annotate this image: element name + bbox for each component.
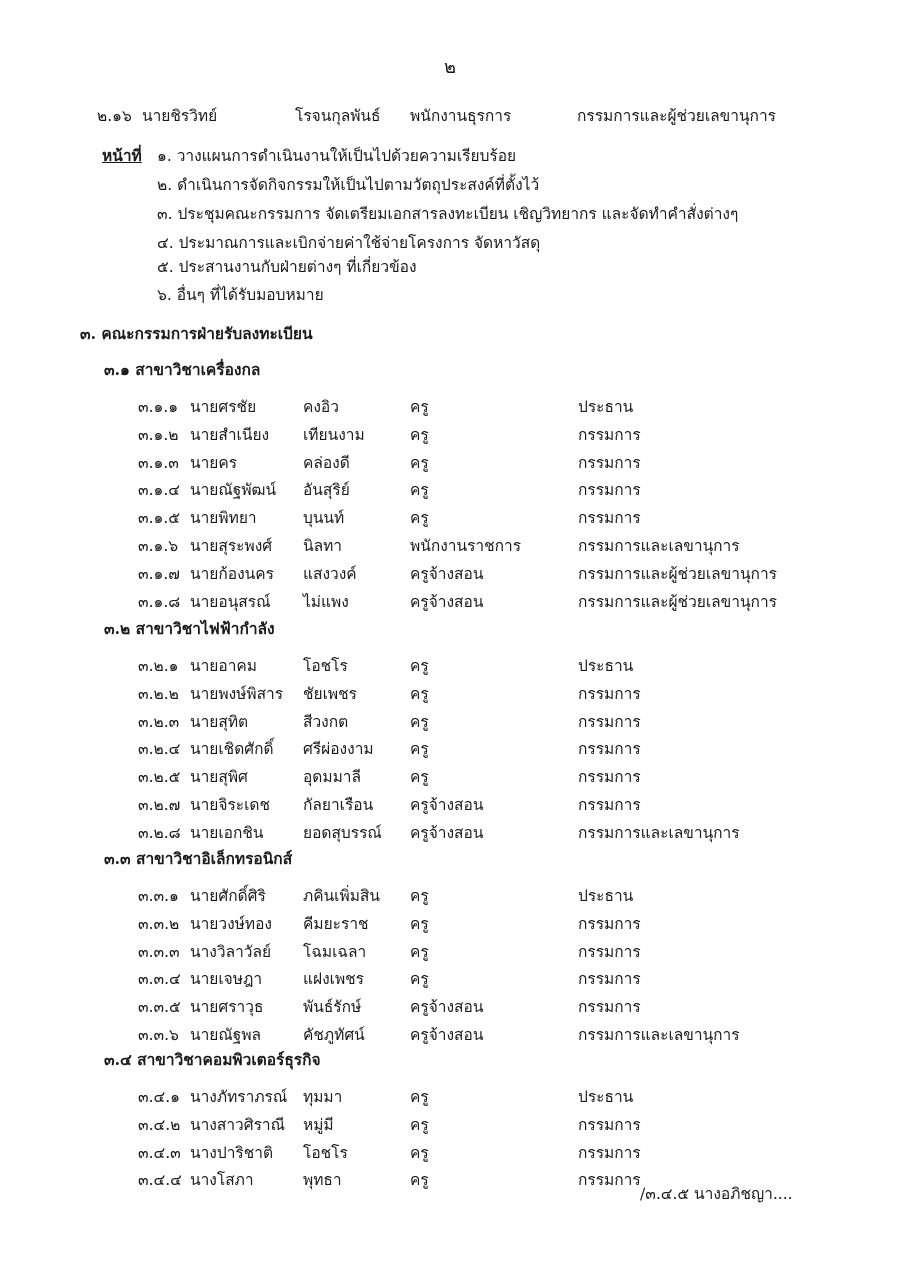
member-number: ๓.๔.๒ [138, 1115, 181, 1134]
member-position: ครู [410, 1143, 429, 1162]
member-position: ครู [410, 768, 429, 787]
member-number: ๓.๓.๖ [138, 1026, 179, 1044]
member-number: ๓.๑.๗ [138, 564, 180, 583]
member-position: ครูจ้างสอน [410, 1026, 484, 1044]
duty-item: ๖. อื่นๆ ที่ได้รับมอบหมาย [157, 286, 324, 304]
member-row [138, 1083, 818, 1111]
member-row [138, 965, 818, 993]
member-role: กรรมการและเลขานุการ [578, 537, 740, 555]
member-number: ๓.๒.๕ [138, 768, 181, 787]
member-last-name: โอชโร [303, 657, 348, 675]
member-last-name: แฝงเพชร [303, 970, 365, 989]
member-number: ๓.๑.๓ [138, 453, 179, 472]
member-first-name: นายเอกชิน [190, 823, 264, 842]
member-row [138, 763, 818, 791]
member-role: ประธาน [578, 657, 634, 675]
continuation-note: /๓.๔.๕ นางอภิชญา.... [640, 1185, 793, 1203]
member-last-name: บุนนท์ [303, 509, 345, 528]
member-position: ครู [410, 684, 429, 703]
member-row [138, 652, 818, 680]
duty-item: ๒. ดำเนินการจัดกิจกรรมให้เป็นไปตามวัตถุประสงค์ที่ตั้งไว้ [157, 176, 540, 194]
member-first-name: นายณัฐพัฒน์ [190, 481, 277, 500]
group-title: ๓.๒ สาขาวิชาไฟฟ้ากำลัง [104, 619, 275, 638]
member-row [138, 708, 818, 736]
member-row [138, 393, 818, 421]
member-row [138, 993, 818, 1021]
member-position: ครู [410, 398, 429, 416]
member-first-name: นางภัทราภรณ์ [190, 1088, 288, 1106]
group-title: ๓.๔ สาขาวิชาคอมพิวเตอร์ธุรกิจ [104, 1050, 321, 1069]
member-row [138, 476, 818, 504]
member-role: กรรมการ [578, 1143, 641, 1162]
member-first-name: นายพงษ์พิสาร [190, 684, 284, 703]
member-last-name: โอชโร [303, 1143, 348, 1162]
member-role: กรรมการ [578, 1171, 641, 1190]
member-last-name: คงอิว [303, 398, 339, 416]
member-position: ครู [410, 914, 429, 933]
member-row [138, 588, 818, 616]
member-position: ครู [410, 1115, 429, 1134]
member-position: ครู [410, 740, 429, 759]
member-number: ๓.๑.๔ [138, 481, 181, 500]
member-role: ประธาน [578, 887, 634, 905]
member-first-name: นายเจษฎา [190, 970, 263, 989]
member-number: ๓.๓.๒ [138, 914, 180, 933]
member-row [138, 819, 818, 847]
member-role: ประธาน [578, 398, 634, 416]
duty-item: ๔. ประมาณการและเบิกจ่ายค่าใช้จ่ายโครงการ จัดหาวัสดุ [157, 234, 541, 252]
member-row [138, 1139, 818, 1167]
member-position: ครู [410, 1171, 429, 1190]
member-position: ครู [410, 942, 429, 961]
member-position: ครู [410, 970, 429, 989]
member-row [138, 504, 818, 532]
member-number: ๓.๔.๓ [138, 1143, 181, 1162]
member-row [138, 532, 818, 560]
member-last-name: คีมยะราช [303, 914, 369, 933]
duty-item: ๑. วางแผนการดำเนินงานให้เป็นไปด้วยความเรียบร้อย [157, 147, 517, 165]
page-number: ๒ [444, 57, 456, 78]
duty-item: ๓. ประชุมคณะกรรมการ จัดเตรียมเอกสารลงทะเบียน เชิญวิทยากร และจัดทำคำสั่งต่างๆ [157, 205, 739, 223]
member-number: ๓.๒.๘ [138, 823, 181, 842]
member-role: กรรมการและผู้ช่วยเลขานุการ [578, 592, 777, 611]
member-row [138, 791, 818, 819]
member-first-name: นายสุทิต [190, 712, 249, 731]
member-position: พนักงานธุรการ [410, 107, 512, 125]
member-last-name: โฉมเฉลา [303, 942, 367, 961]
member-first-name: นายสุพิศ [190, 768, 248, 787]
member-role: กรรมการ [578, 425, 641, 444]
member-position: ครู [410, 712, 429, 731]
member-last-name: สีวงกต [303, 712, 349, 731]
member-role: กรรมการ [578, 453, 641, 472]
member-number: ๓.๔.๑ [138, 1088, 181, 1106]
member-role: กรรมการ [578, 509, 641, 528]
member-number: ๓.๑.๒ [138, 425, 179, 444]
member-number: ๓.๓.๔ [138, 970, 181, 989]
member-number: ๓.๑.๘ [138, 592, 181, 611]
member-row [138, 735, 818, 763]
member-number: ๓.๒.๔ [138, 740, 181, 759]
member-last-name: ทุมมา [303, 1088, 343, 1106]
member-role: กรรมการและผู้ช่วยเลขานุการ [577, 107, 776, 125]
member-last-name: คล่องดี [303, 453, 350, 472]
member-role: กรรมการและผู้ช่วยเลขานุการ [578, 564, 777, 583]
member-last-name: พุทธา [303, 1171, 342, 1190]
member-last-name: โรจนกุลพันธ์ [295, 107, 381, 125]
member-last-name: กัลยาเรือน [303, 796, 374, 814]
member-first-name: นายศราวุธ [190, 998, 264, 1017]
member-first-name: นายก้องนคร [190, 564, 274, 583]
member-last-name: คัชภูทัศน์ [303, 1026, 365, 1044]
member-position: ครู [410, 509, 429, 528]
member-position: ครูจ้างสอน [410, 823, 484, 842]
member-position: ครูจ้างสอน [410, 592, 484, 611]
member-first-name: นางวิลาวัลย์ [190, 942, 272, 961]
member-position: ครูจ้างสอน [410, 998, 484, 1017]
member-role: กรรมการ [578, 914, 641, 933]
member-position: ครูจ้างสอน [410, 564, 484, 583]
member-position: ครู [410, 425, 429, 444]
member-row [138, 910, 818, 938]
member-row [138, 560, 818, 588]
member-first-name: นายสุระพงศ์ [190, 537, 273, 555]
member-row [97, 102, 817, 130]
member-role: กรรมการ [578, 712, 641, 731]
group-title: ๓.๓ สาขาวิชาอิเล็กทรอนิกส์ [104, 849, 293, 868]
member-first-name: นางสาวศิราณี [190, 1115, 285, 1134]
member-role: กรรมการ [578, 684, 641, 703]
member-role: กรรมการ [578, 970, 641, 989]
member-last-name: นิลทา [303, 537, 343, 555]
member-last-name: อันสุริย์ [303, 481, 350, 500]
member-number: ๓.๑.๖ [138, 537, 179, 555]
member-role: กรรมการ [578, 768, 641, 787]
member-last-name: เทียนงาม [303, 425, 365, 444]
member-row [138, 680, 818, 708]
section-title: ๓. คณะกรรมการฝ่ายรับลงทะเบียน [80, 324, 313, 343]
member-position: ครู [410, 657, 429, 675]
member-role: กรรมการ [578, 942, 641, 961]
member-role: ประธาน [578, 1088, 634, 1106]
member-position: ครู [410, 481, 429, 500]
member-first-name: นายคร [190, 453, 238, 472]
duties-label: หน้าที่ [102, 146, 142, 165]
member-number: ๓.๑.๕ [138, 509, 181, 528]
member-row [138, 1021, 818, 1049]
member-number: ๓.๓.๑ [138, 887, 179, 905]
member-first-name: นายเชิดศักดิ์ [190, 740, 274, 759]
member-first-name: นายศรชัย [190, 398, 257, 416]
member-last-name: แสงวงค์ [303, 564, 357, 583]
member-role: กรรมการ [578, 481, 641, 500]
member-first-name: นายพิทยา [190, 509, 257, 528]
member-first-name: นายวงษ์ทอง [190, 914, 272, 933]
member-first-name: นายศักดิ์ศิริ [190, 887, 266, 905]
member-number: ๓.๒.๑ [138, 657, 179, 675]
member-row [138, 421, 818, 449]
member-last-name: พันธ์รักษ์ [303, 998, 362, 1017]
member-role: กรรมการและเลขานุการ [578, 823, 740, 842]
member-number: ๓.๓.๓ [138, 942, 180, 961]
member-number: ๓.๑.๑ [138, 398, 179, 416]
member-last-name: ศรีผ่องงาม [303, 740, 374, 759]
member-number: ๒.๑๖ [97, 107, 132, 125]
member-first-name: นายอนุสรณ์ [190, 592, 271, 611]
member-position: ครู [410, 1088, 429, 1106]
member-last-name: หมู่มี [303, 1115, 334, 1134]
member-last-name: ไม่แพง [303, 592, 349, 611]
member-position: ครูจ้างสอน [410, 796, 484, 814]
member-last-name: อุดมมาลี [303, 768, 362, 787]
member-first-name: นายชิรวิทย์ [142, 107, 218, 125]
member-position: ครู [410, 453, 429, 472]
group-title: ๓.๑ สาขาวิชาเครื่องกล [104, 360, 261, 379]
member-first-name: นางปาริชาติ [190, 1143, 274, 1162]
member-role: กรรมการ [578, 1115, 641, 1134]
member-number: ๓.๔.๔ [138, 1171, 182, 1190]
member-number: ๓.๒.๓ [138, 712, 180, 731]
member-number: ๓.๒.๗ [138, 796, 181, 814]
member-first-name: นายณัฐพล [190, 1026, 262, 1044]
member-first-name: นายอาคม [190, 657, 257, 675]
member-role: กรรมการ [578, 998, 641, 1017]
member-first-name: นายสำเนียง [190, 425, 270, 444]
member-row [138, 938, 818, 966]
member-first-name: นายจิระเดช [190, 796, 270, 814]
member-role: กรรมการและเลขานุการ [578, 1026, 740, 1044]
member-last-name: ภคินเพิ่มสิน [303, 887, 380, 905]
member-number: ๓.๓.๕ [138, 998, 181, 1017]
member-first-name: นางโสภา [190, 1171, 254, 1190]
member-row [138, 882, 818, 910]
member-role: กรรมการ [578, 796, 641, 814]
member-row [138, 1111, 818, 1139]
member-position: ครู [410, 887, 429, 905]
member-last-name: ชัยเพชร [303, 684, 357, 703]
member-row [138, 449, 818, 477]
member-last-name: ยอดสุบรรณ์ [303, 823, 382, 842]
duty-item: ๕. ประสานงานกับฝ่ายต่างๆ ที่เกี่ยวข้อง [157, 258, 417, 276]
member-role: กรรมการ [578, 740, 641, 759]
member-position: พนักงานราชการ [410, 537, 522, 555]
member-number: ๓.๒.๒ [138, 684, 179, 703]
